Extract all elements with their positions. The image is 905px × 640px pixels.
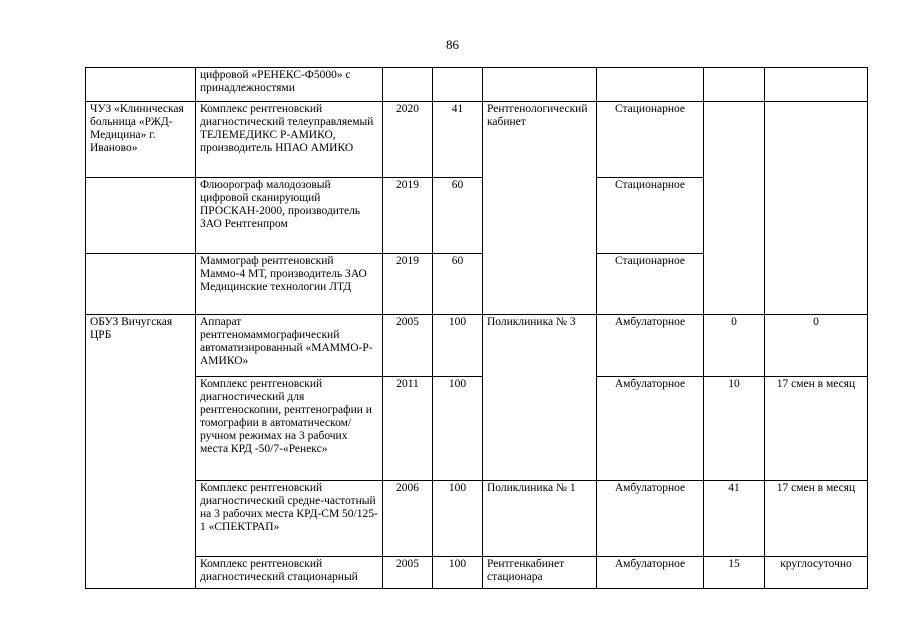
type-cell: Амбулаторное [597, 481, 704, 557]
location-cell: Поликлиника № 3 [483, 315, 597, 481]
year-cell: 2019 [383, 254, 433, 315]
shifts-cell: 17 смен в месяц [765, 481, 868, 557]
wear-cell: 100 [433, 315, 483, 377]
wear-cell [433, 68, 483, 102]
wear-cell: 60 [433, 178, 483, 254]
equipment-cell: Комплекс рентгеновский диагностический средне-частотный на 3 рабочих места КРД-СМ 50/125-1 «СПЕКТРАП» [196, 481, 383, 557]
location-cell: Рентгенкабинет стационара [483, 557, 597, 589]
shifts-cell: круглосуточно [765, 557, 868, 589]
wear-cell: 100 [433, 481, 483, 557]
year-cell: 2020 [383, 102, 433, 178]
shifts-cell [765, 102, 868, 315]
table-row [86, 481, 868, 557]
load-cell: 0 [704, 315, 765, 377]
wear-cell: 60 [433, 254, 483, 315]
type-cell: Амбулаторное [597, 315, 704, 377]
type-cell: Амбулаторное [597, 557, 704, 589]
organization-cell: ЧУЗ «Клиническая больница «РЖД-Медицина» г. Иваново» [86, 102, 196, 178]
equipment-cell: Комплекс рентгеновский диагностический телеуправляемый ТЕЛЕМЕДИКС Р-АМИКО, производитель НПАО АМИКО [196, 102, 383, 178]
wear-cell: 41 [433, 102, 483, 178]
year-cell: 2011 [383, 377, 433, 481]
shifts-cell [765, 68, 868, 102]
table-row [86, 68, 868, 102]
type-cell: Амбулаторное [597, 377, 704, 481]
organization-cell: ОБУЗ Вичугская ЦРБ [86, 315, 196, 589]
type-cell: Стационарное [597, 102, 704, 178]
location-cell: Поликлиника № 1 [483, 481, 597, 557]
shifts-cell: 17 смен в месяц [765, 377, 868, 481]
year-cell: 2005 [383, 557, 433, 589]
equipment-cell: Комплекс рентгеновский диагностический стационарный [196, 557, 383, 589]
table-row [86, 377, 868, 481]
page-number: 86 [446, 37, 459, 52]
table-row [86, 557, 868, 589]
organization-cell [86, 178, 196, 254]
load-cell [704, 102, 765, 315]
year-cell: 2005 [383, 315, 433, 377]
load-cell: 41 [704, 481, 765, 557]
year-cell: 2006 [383, 481, 433, 557]
equipment-cell: Комплекс рентгеновский диагностический для рентгеноскопии, рентгенографии и томографии в автоматическом/ручном режимах на 3 рабочих места КРД -50/7-«Ренекс» [196, 377, 383, 481]
organization-cell [86, 68, 196, 102]
equipment-cell: Аппарат рентгеномаммографический автоматизированный «МАММО-Р-АМИКО» [196, 315, 383, 377]
type-cell: Стационарное [597, 178, 704, 254]
year-cell: 2019 [383, 178, 433, 254]
organization-cell [86, 254, 196, 315]
year-cell [383, 68, 433, 102]
table-row [86, 102, 868, 178]
location-cell [483, 68, 597, 102]
equipment-cell: Флюорограф малодозовый цифровой сканирующий ПРОСКАН-2000, производитель ЗАО Рентгенпром [196, 178, 383, 254]
type-cell [597, 68, 704, 102]
table-row [86, 315, 868, 377]
equipment-cell: Маммограф рентгеновский Маммо-4 МТ, производитель ЗАО Медицинские технологии ЛТД [196, 254, 383, 315]
location-cell: Рентгенологический кабинет [483, 102, 597, 315]
load-cell: 15 [704, 557, 765, 589]
wear-cell: 100 [433, 377, 483, 481]
equipment-cell: цифровой «РЕНЕКС-Ф5000» с принадлежностями [196, 68, 383, 102]
load-cell [704, 68, 765, 102]
load-cell: 10 [704, 377, 765, 481]
equipment-table [85, 67, 868, 589]
shifts-cell: 0 [765, 315, 868, 377]
type-cell: Стационарное [597, 254, 704, 315]
wear-cell: 100 [433, 557, 483, 589]
